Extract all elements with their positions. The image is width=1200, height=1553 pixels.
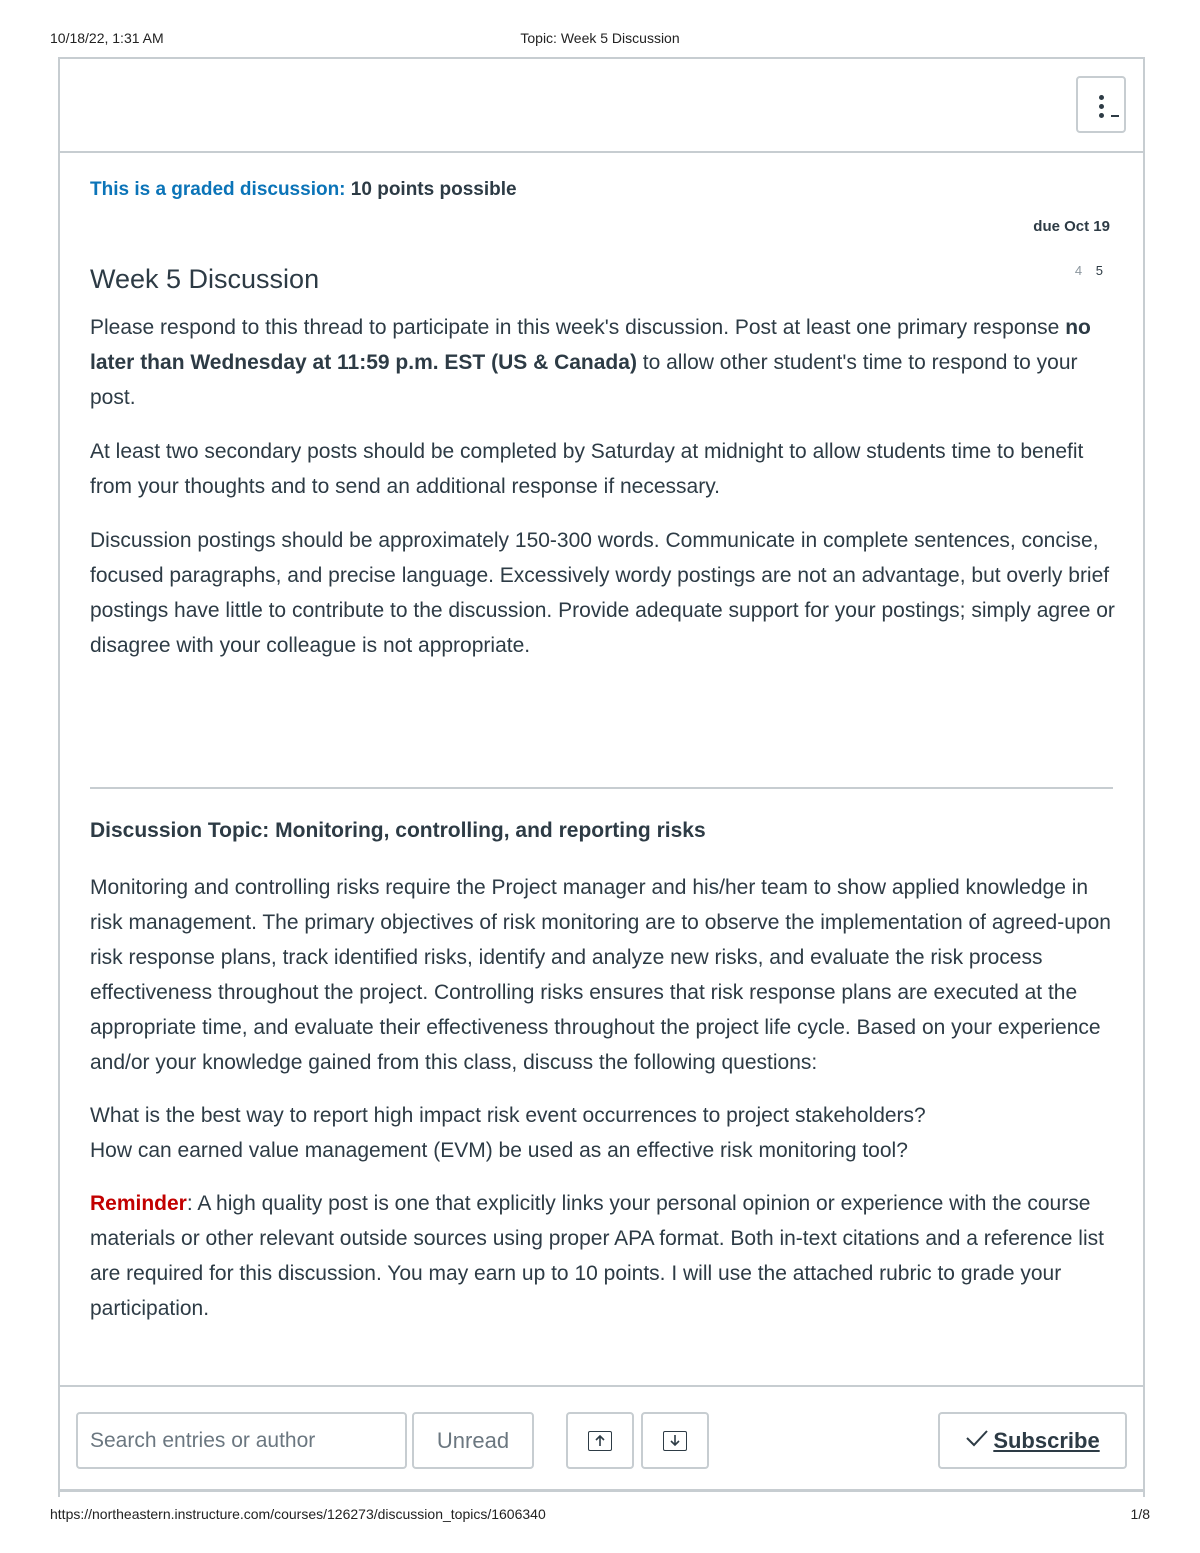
reminder-label: Reminder	[90, 1192, 187, 1215]
topic-paragraph: Monitoring and controlling risks require the Project manager and his/her team to show applied knowledge in risk management. The primary objectives of risk monitoring are to observe the implementation of agreed-upon risk response plans, track identified risks, identify and analyze new risks, and evaluate the risk process effectiveness throughout the project. Controlling risks ensures that risk response plans are executed at the appropriate time, and evaluate their effectiveness throughout the project life cycle. Based on your experience and/or your knowledge gained from this class, discuss the following questions:	[90, 876, 1111, 1074]
checkmark-icon	[965, 1428, 989, 1454]
collapse-arrow-up-icon	[588, 1431, 612, 1451]
instruction-paragraph: Please respond to this thread to participate in this week's discussion. Post at least one primary response no later than Wednesday at 11:59 p.m. EST (US & Canada) to allow other student's time to respond to your post.	[90, 316, 1091, 409]
unread-filter-button[interactable]: Unread	[412, 1412, 534, 1469]
discussion-toolbar	[60, 1385, 1143, 1495]
expand-replies-button[interactable]	[641, 1412, 709, 1469]
discussion-questions: What is the best way to report high impact risk event occurrences to project stakeholders? How can earned value management (EVM) be used as an effective risk monitoring tool?	[90, 1104, 926, 1162]
print-url: https://northeastern.instructure.com/courses/126273/discussion_topics/1606340	[50, 1506, 546, 1522]
kebab-menu-button[interactable]	[1076, 76, 1126, 133]
graded-notice	[90, 179, 517, 201]
subscribe-label: Subscribe	[993, 1427, 1100, 1453]
total-count: 5	[1095, 263, 1103, 278]
reminder-paragraph: Reminder: A high quality post is one that explicitly links your personal opinion or experience with the course materials or other relevant outside sources using proper APA format. Both in-text citations and a reference list are required for this discussion. You may earn up to 10 points. I will use the attached rubric to grade your participation.	[90, 1192, 1104, 1320]
graded-label: This is a graded discussion:	[90, 179, 346, 200]
instruction-paragraph: Discussion postings should be approximately 150-300 words. Communicate in complete sentences, concise, focused paragraphs, and precise language. Excessively wordy postings are not an advantage, but overly brief postings have little to contribute to the discussion. Provide adequate support for your postings; simply agree or disagree with your colleague is not appropriate.	[90, 529, 1115, 657]
print-footer	[50, 1506, 1150, 1526]
instruction-paragraph: At least two secondary posts should be completed by Saturday at midnight to allow students time to benefit from your thoughts and to send an additional response if necessary.	[90, 440, 1084, 498]
expand-arrow-down-icon	[663, 1431, 687, 1451]
print-date: 10/18/22, 1:31 AM	[50, 30, 164, 46]
reply-counts	[1075, 263, 1103, 278]
search-input[interactable]	[76, 1412, 407, 1469]
due-date: due Oct 19	[1033, 218, 1110, 235]
subscribe-button[interactable]	[938, 1412, 1127, 1469]
collapse-replies-button[interactable]	[566, 1412, 634, 1469]
topic-body	[90, 870, 1115, 1344]
discussion-instructions	[90, 310, 1115, 682]
discussion-topbar	[60, 59, 1143, 153]
discussion-frame	[58, 57, 1145, 1497]
points-possible: 10 points possible	[350, 179, 517, 200]
divider	[90, 787, 1113, 789]
print-title: Topic: Week 5 Discussion	[520, 30, 680, 46]
topic-heading: Discussion Topic: Monitoring, controlling, and reporting risks	[90, 819, 706, 842]
page-title: Week 5 Discussion	[90, 264, 320, 294]
unread-count: 4	[1074, 263, 1083, 278]
print-header	[50, 30, 1150, 50]
page-number: 1/8	[1130, 1506, 1150, 1522]
toolbar-bottom-line	[60, 1489, 1143, 1492]
